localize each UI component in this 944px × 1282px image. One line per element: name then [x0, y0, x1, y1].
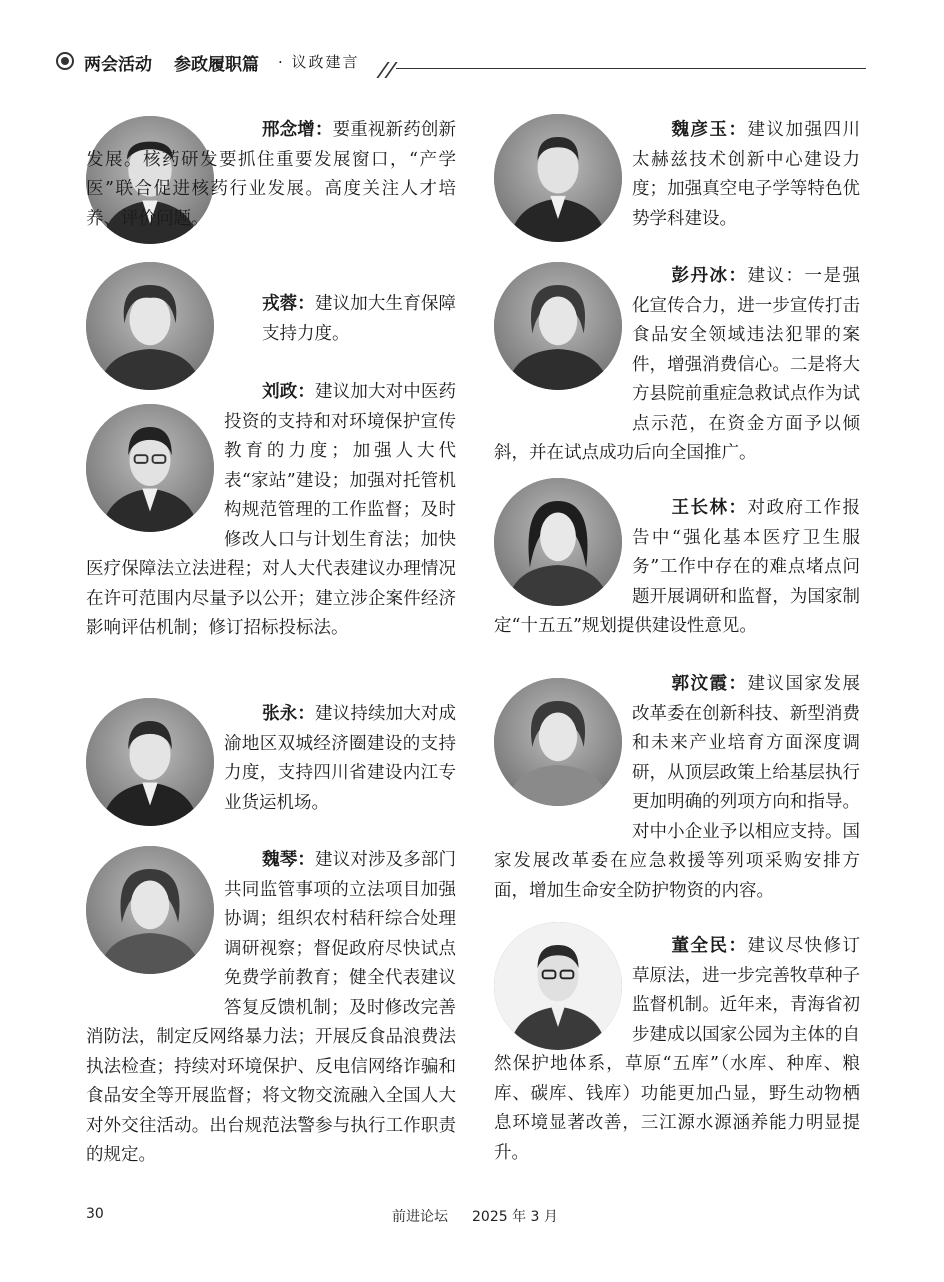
entry-liu-zheng — [86, 378, 456, 644]
entry-peng-danbing — [494, 262, 860, 469]
delegate-name: 邢念增： — [262, 120, 333, 140]
proposal-text: 建议加大对中医药投资的支持和对环境保护宣传教育的力度；加强人大代表“家站”建设；加强对托管机构规范管理的工作监督；及时修改人口与计划生育法；加快医疗保障法立法进程；对人大代表建议办理情况在许可范围内尽量予以公开；建立涉企案件经济影响评估机制；修订招标投标法。 — [86, 382, 457, 638]
delegate-name: 魏琴： — [262, 850, 316, 870]
entry-zhang-yong — [86, 700, 456, 820]
issue-date: 2025 年 3 月 — [472, 1209, 558, 1225]
proposal-text: 建议加大生育保障支持力度。 — [262, 294, 457, 344]
column-title: 参政履职篇 — [174, 55, 259, 75]
entry-wei-qin — [86, 846, 456, 1171]
delegate-name: 魏彦玉： — [670, 120, 748, 140]
header-rule — [396, 68, 866, 69]
delegate-name: 戎蓉： — [262, 294, 315, 314]
delegate-name: 刘政： — [262, 382, 316, 402]
proposal-text: 建议持续加大对成渝地区双城经济圈建设的支持力度，支持四川省建设内江专业货运机场。 — [224, 704, 457, 813]
delegate-name: 王长林： — [670, 498, 748, 518]
page-header — [56, 50, 866, 80]
entry-dong-quanmin — [494, 932, 860, 1168]
delegate-name: 张永： — [262, 704, 316, 724]
proposal-text: 对政府工作报告中“强化基本医疗卫生服务”工作中存在的难点堵点问题开展调研和监督，为国家制定“十五五”规划提供建设性意见。 — [494, 498, 860, 636]
circle-bullet-icon — [56, 52, 74, 70]
page-number: 30 — [86, 1206, 104, 1222]
delegate-name: 郭汶霞： — [670, 674, 748, 694]
proposal-text: 建议：一是强化宣传合力，进一步宣传打击食品安全领域违法犯罪的案件，增强消费信心。二是将大方县院前重症急救试点作为试点示范，在资金方面予以倾斜，并在试点成功后向全国推广。 — [494, 266, 860, 463]
proposal-text: 建议国家发展改革委在创新科技、新型消费和未来产业培育方面深度调研，从顶层政策上给基层执行更加明确的列项方向和指导。对中小企业予以相应支持。国家发展改革委在应急救援等列项采购安排方面，增加生命安全防护物资的内容。 — [494, 674, 860, 901]
proposal-text: 建议加强四川太赫兹技术创新中心建设力度；加强真空电子学等特色优势学科建设。 — [632, 120, 860, 229]
entry-guo-wenxia — [494, 670, 860, 906]
section-title: 两会活动 — [84, 55, 152, 75]
journal-name: 前进论坛 — [392, 1209, 448, 1225]
proposal-text: 要重视新药创新发展。核药研发要抓住重要发展窗口，“产学医”联合促进核药行业发展。高度关注人才培养、评价问题。 — [86, 120, 457, 229]
delegate-name: 彭丹冰： — [670, 266, 748, 286]
proposal-text: 建议尽快修订草原法，进一步完善牧草种子监督机制。近年来，青海省初步建成以国家公园为主体的自然保护地体系，草原“五库”（水库、种库、粮库、碳库、钱库）功能更加凸显，野生动物栖息环境显著改善，三江源水源涵养能力明显提升。 — [494, 936, 860, 1163]
portrait-photo — [86, 262, 214, 390]
entry-wang-changlin — [494, 494, 860, 642]
entry-wei-yanyu — [494, 116, 860, 234]
entry-xing-nianzeng — [86, 116, 456, 234]
proposal-text: 建议对涉及多部门共同监管事项的立法项目加强协调；组织农村秸秆综合处理调研视察；督促政府尽快试点免费学前教育；健全代表建议答复反馈机制；及时修改完善消防法，制定反网络暴力法；开展反食品浪费法执法检查；持续对环境保护、反电信网络诈骗和食品安全等开展监督；将文物交流融入全国人大对外交往活动。出台规范法警参与执行工作职责的规定。 — [86, 850, 457, 1165]
entry-rong-rong — [224, 290, 456, 349]
delegate-name: 董全民： — [670, 936, 748, 956]
subcolumn-title: · 议政建言 — [278, 53, 360, 71]
